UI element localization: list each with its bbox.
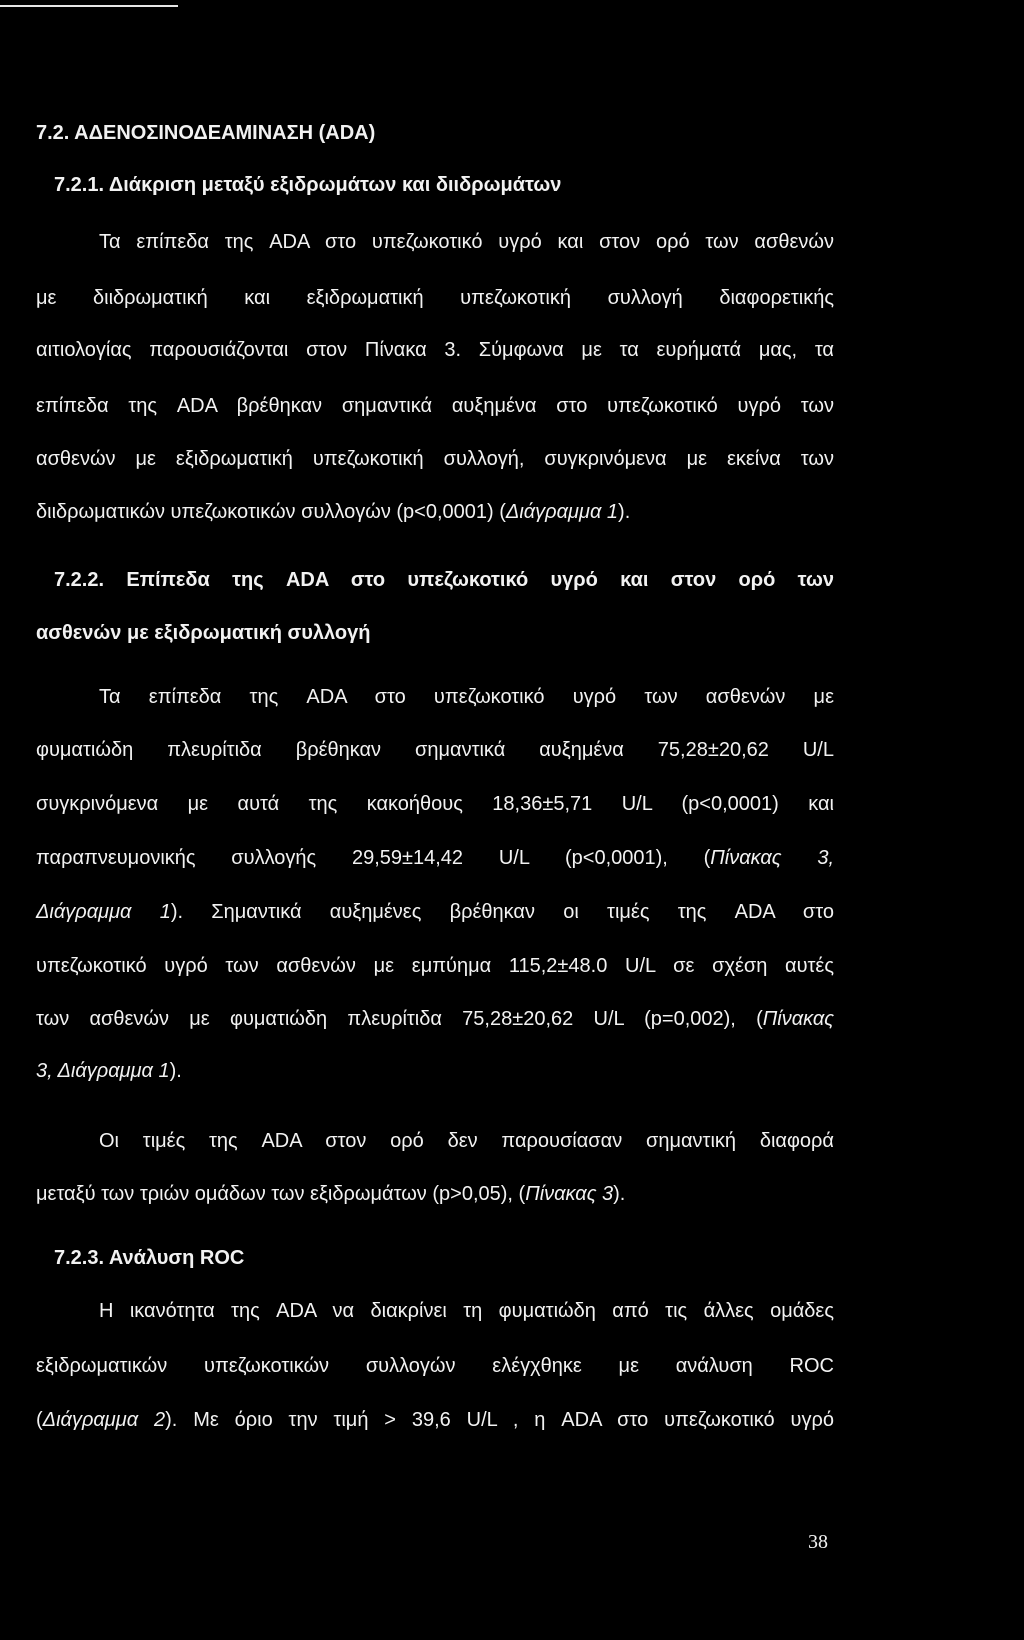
- figure-reference: Διάγραμμα 2: [42, 1409, 166, 1431]
- paragraph-line: Η ικανότητα της ADA να διακρίνει τη φυματιώδη από τις άλλες ομάδες: [99, 1300, 834, 1322]
- paragraph-line: [36, 1058, 182, 1084]
- text-run: ). Σημαντικά αυξημένες βρέθηκαν οι τιμές της ADA στο: [170, 901, 834, 923]
- heading-line: 7.2.2. Επίπεδα της ADA στο υπεζωκοτικό υγρό και στον ορό των: [54, 569, 834, 591]
- figure-reference: 3, Διάγραμμα 1: [36, 1060, 170, 1082]
- text-run: παραπνευμονικής συλλογής 29,59±14,42 U/L (p<0,0001), (: [36, 847, 711, 869]
- text-run: των ασθενών με φυματιώδη πλευρίτιδα 75,28±20,62 U/L (p=0,002), (: [36, 1008, 763, 1030]
- paragraph-line: με διιδρωματική και εξιδρωματική υπεζωκοτική συλλογή διαφορετικής: [36, 287, 834, 309]
- table-reference: Πίνακας 3,: [710, 847, 834, 869]
- paragraph-line: επίπεδα της ADA βρέθηκαν σημαντικά αυξημένα στο υπεζωκοτικό υγρό των: [36, 395, 834, 417]
- table-reference: Πίνακας 3: [525, 1183, 614, 1205]
- page-number: 38: [808, 1531, 828, 1553]
- section-heading-7-2: 7.2. ΑΔΕΝΟΣΙΝΟΔΕΑΜΙΝΑΣΗ (ADA): [36, 122, 376, 144]
- text-run: ).: [618, 501, 631, 523]
- subsection-heading-7-2-3: 7.2.3. Ανάλυση ROC: [54, 1247, 245, 1269]
- paragraph-line: αιτιολογίας παρουσιάζονται στον Πίνακα 3. Σύμφωνα με τα ευρήματά μας, τα: [36, 339, 834, 361]
- paragraph-line: [36, 845, 834, 871]
- paragraph-line: [36, 499, 630, 525]
- figure-reference: Διάγραμμα 1: [505, 501, 619, 523]
- table-reference: Πίνακας: [762, 1008, 834, 1030]
- subsection-heading-7-2-1: 7.2.1. Διάκριση μεταξύ εξιδρωμάτων και διιδρωμάτων: [54, 174, 562, 196]
- paragraph-line: [36, 1181, 625, 1207]
- paragraph-line: εξιδρωματικών υπεζωκοτικών συλλογών ελέγχθηκε με ανάλυση ROC: [36, 1355, 834, 1377]
- paragraph-line: Οι τιμές της ADA στον ορό δεν παρουσίασαν σημαντική διαφορά: [99, 1130, 834, 1152]
- paragraph-line: [36, 899, 834, 925]
- figure-reference: Διάγραμμα 1: [36, 901, 171, 923]
- paragraph-line: [36, 1006, 834, 1032]
- paragraph-line: [36, 1407, 834, 1433]
- text-run: μεταξύ των τριών ομάδων των εξιδρωμάτων (p>0,05), (: [36, 1183, 526, 1205]
- text-run: ).: [613, 1183, 626, 1205]
- paragraph-line: ασθενών με εξιδρωματική υπεζωκοτική συλλογή, συγκρινόμενα με εκείνα των: [36, 448, 834, 470]
- text-run: (: [36, 1409, 43, 1431]
- paragraph-line: υπεζωκοτικό υγρό των ασθενών με εμπύημα 115,2±48.0 U/L σε σχέση αυτές: [36, 955, 834, 977]
- text-run: διιδρωματικών υπεζωκοτικών συλλογών (p<0,0001) (: [36, 501, 506, 523]
- paragraph-line: Τα επίπεδα της ADA στο υπεζωκοτικό υγρό και στον ορό των ασθενών: [99, 231, 834, 253]
- paragraph-line: Τα επίπεδα της ADA στο υπεζωκοτικό υγρό των ασθενών με: [99, 686, 834, 708]
- text-run: ). Με όριο την τιμή > 39,6 U/L , η ADA στο υπεζωκοτικό υγρό: [165, 1409, 834, 1431]
- paragraph-line: συγκρινόμενα με αυτά της κακοήθους 18,36±5,71 U/L (p<0,0001) και: [36, 793, 834, 815]
- text-run: ).: [169, 1060, 182, 1082]
- heading-line: ασθενών με εξιδρωματική συλλογή: [36, 622, 371, 644]
- paragraph-line: φυματιώδη πλευρίτιδα βρέθηκαν σημαντικά αυξημένα 75,28±20,62 U/L: [36, 739, 834, 761]
